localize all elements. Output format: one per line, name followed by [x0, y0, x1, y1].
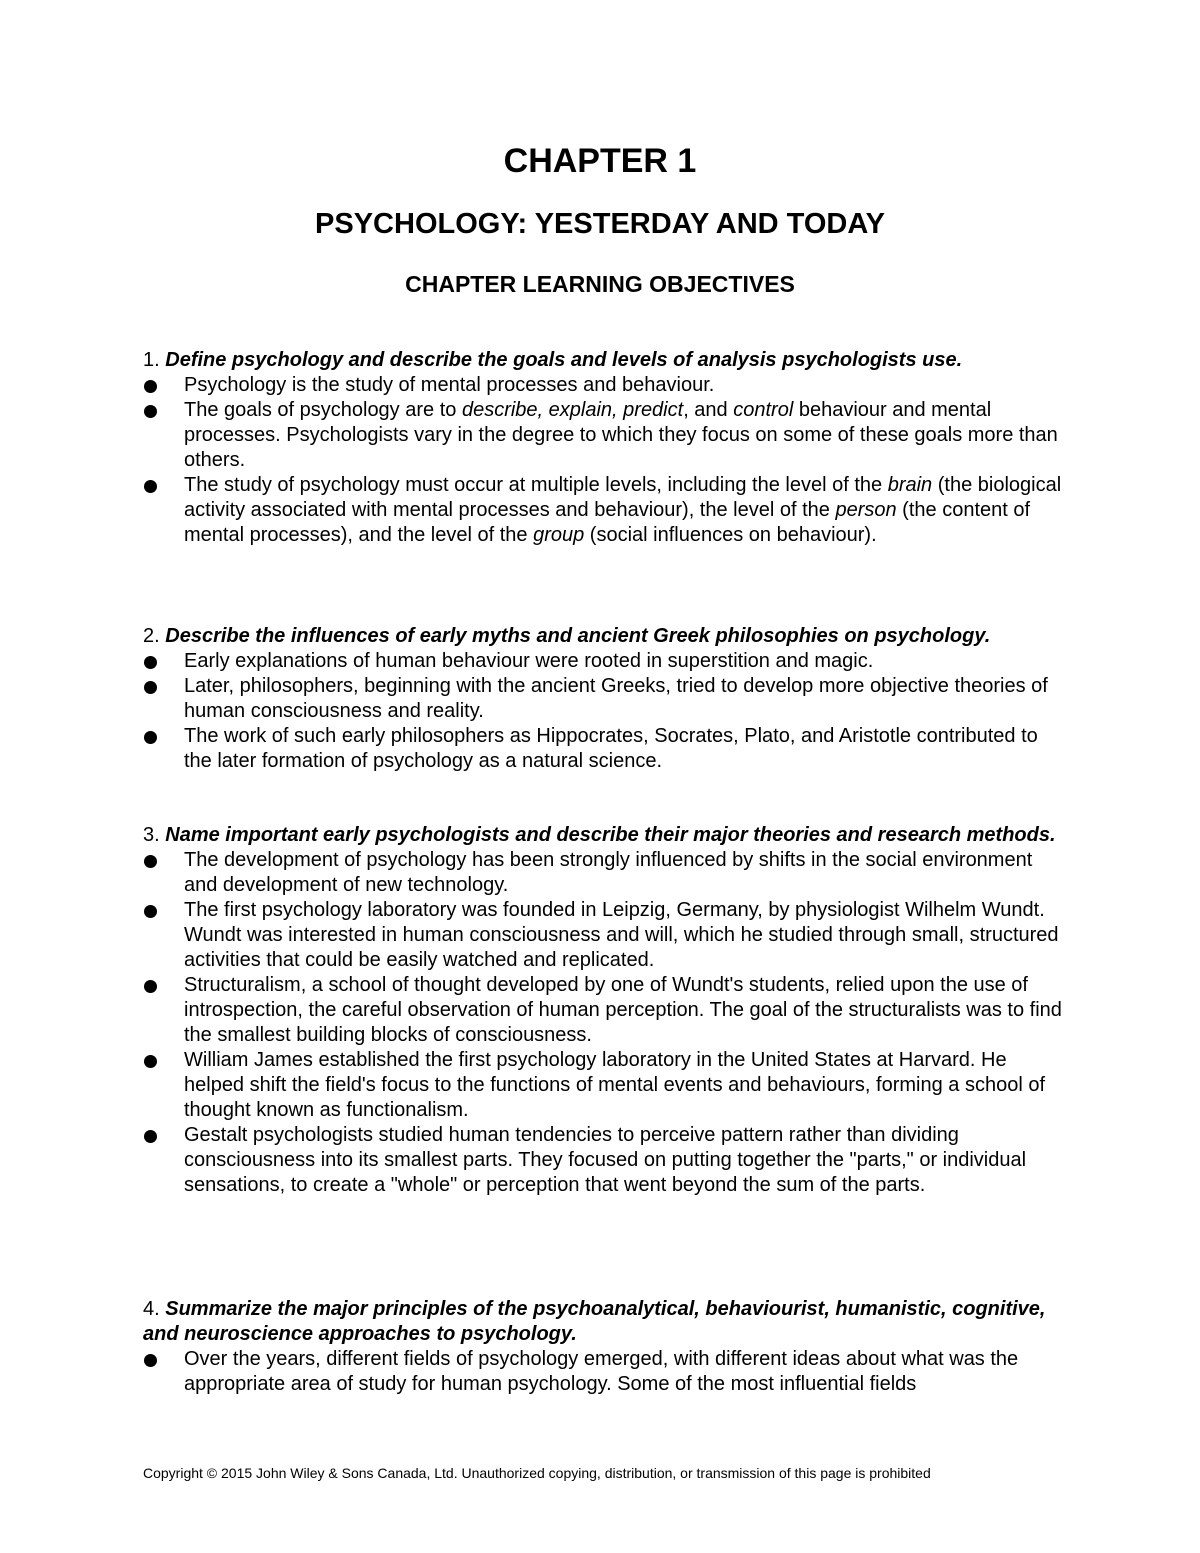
bullet-text: Later, philosophers, beginning with the ancient Greeks, tried to develop more objective theories of human consciousness and reality.	[184, 675, 1048, 722]
bullet-item	[143, 1123, 1063, 1198]
bullet-text: (social influences on behaviour).	[584, 524, 877, 546]
bullet-icon	[144, 855, 157, 868]
emphasis-text: brain	[887, 474, 933, 496]
objective-text: Define psychology and describe the goals and levels of analysis psychologists use.	[165, 349, 963, 371]
objective-number: 1.	[143, 349, 160, 371]
bullet-text: The work of such early philosophers as Hippocrates, Socrates, Plato, and Aristotle contributed to the later formation of psychology as a natural science.	[184, 725, 1038, 772]
bullet-list	[143, 649, 1063, 774]
bullet-text: The study of psychology must occur at multiple levels, including the level of the	[184, 474, 888, 496]
section-title: CHAPTER LEARNING OBJECTIVES	[405, 271, 795, 297]
objective-2	[143, 624, 1063, 774]
bullet-text: (the content of mental processes), and the level of the	[184, 499, 1031, 546]
objective-heading	[143, 823, 1063, 848]
emphasis-text: control	[733, 399, 794, 421]
bullet-icon	[144, 905, 157, 918]
bullet-item	[143, 398, 1063, 473]
objective-text: Describe the influences of early myths and ancient Greek philosophies on psychology.	[165, 625, 991, 647]
bullet-text: , and	[683, 399, 734, 421]
bullet-text: Early explanations of human behaviour were rooted in superstition and magic.	[184, 650, 874, 672]
bullet-text: The development of psychology has been strongly influenced by shifts in the social environment and development of new technology.	[184, 849, 1033, 896]
bullet-item	[143, 649, 1063, 674]
bullet-icon	[144, 405, 157, 418]
chapter-number: CHAPTER 1	[503, 142, 697, 180]
bullet-text: Psychology is the study of mental processes and behaviour.	[184, 374, 715, 396]
bullet-item	[143, 724, 1063, 774]
bullet-item	[143, 1048, 1063, 1123]
objective-3	[143, 823, 1063, 1198]
bullet-icon	[144, 980, 157, 993]
bullet-text: Structuralism, a school of thought developed by one of Wundt's students, relied upon the use of introspection, the careful observation of human perception. The goal of the structuralists was to find the smallest building blocks of consciousness.	[184, 974, 1062, 1046]
bullet-text: Gestalt psychologists studied human tendencies to perceive pattern rather than dividing consciousness into its smallest parts. They focused on putting together the "parts," or individual sensations, to create a "whole" or perception that went beyond the sum of the parts.	[184, 1124, 1027, 1196]
bullet-text: The goals of psychology are to	[184, 399, 462, 421]
bullet-icon	[144, 1130, 157, 1143]
objective-number: 2.	[143, 625, 160, 647]
bullet-icon	[144, 656, 157, 669]
bullet-item	[143, 674, 1063, 724]
bullet-icon	[144, 681, 157, 694]
objective-1	[143, 348, 1063, 548]
bullet-icon	[144, 731, 157, 744]
bullet-text: William James established the first psychology laboratory in the United States at Harvard. He helped shift the field's focus to the functions of mental events and behaviours, forming a school of thought known as functionalism.	[184, 1049, 1045, 1121]
bullet-item	[143, 373, 1063, 398]
objective-number: 4.	[143, 1298, 160, 1320]
bullet-item	[143, 848, 1063, 898]
objective-text: Name important early psychologists and describe their major theories and research methods.	[165, 824, 1056, 846]
emphasis-text: describe, explain, predict	[461, 399, 684, 421]
emphasis-text: group	[533, 524, 585, 546]
bullet-icon	[144, 1055, 157, 1068]
objective-heading	[143, 348, 1063, 373]
bullet-item	[143, 898, 1063, 973]
objective-number: 3.	[143, 824, 160, 846]
bullet-list	[143, 373, 1063, 548]
objective-4	[143, 1297, 1063, 1397]
emphasis-text: person	[835, 499, 897, 521]
bullet-icon	[144, 1354, 157, 1367]
bullet-icon	[144, 480, 157, 493]
objective-text: Summarize the major principles of the psychoanalytical, behaviourist, humanistic, cognitive, and neuroscience approaches to psychology.	[143, 1298, 1046, 1345]
bullet-icon	[144, 380, 157, 393]
bullet-text: Over the years, different fields of psychology emerged, with different ideas about what was the appropriate area of study for human psychology. Some of the most influential fields	[184, 1348, 1019, 1395]
chapter-title: PSYCHOLOGY: YESTERDAY AND TODAY	[315, 208, 885, 240]
bullet-item	[143, 973, 1063, 1048]
bullet-item	[143, 473, 1063, 548]
objective-heading	[143, 1297, 1063, 1347]
objective-heading	[143, 624, 1063, 649]
bullet-text: The first psychology laboratory was founded in Leipzig, Germany, by physiologist Wilhelm Wundt. Wundt was interested in human consciousness and will, which he studied through small, structured activities that could be easily watched and replicated.	[184, 899, 1059, 971]
copyright-footer: Copyright © 2015 John Wiley & Sons Canada, Ltd. Unauthorized copying, distribution, or transmission of this page is prohibited	[143, 1465, 931, 1481]
bullet-text: behaviour and mental processes. Psychologists vary in the degree to which they focus on some of these goals more than others.	[184, 399, 1058, 471]
bullet-item	[143, 1347, 1063, 1397]
bullet-list	[143, 1347, 1063, 1397]
bullet-list	[143, 848, 1063, 1198]
bullet-text: (the biological activity associated with mental processes and behaviour), the level of the	[184, 474, 1062, 521]
